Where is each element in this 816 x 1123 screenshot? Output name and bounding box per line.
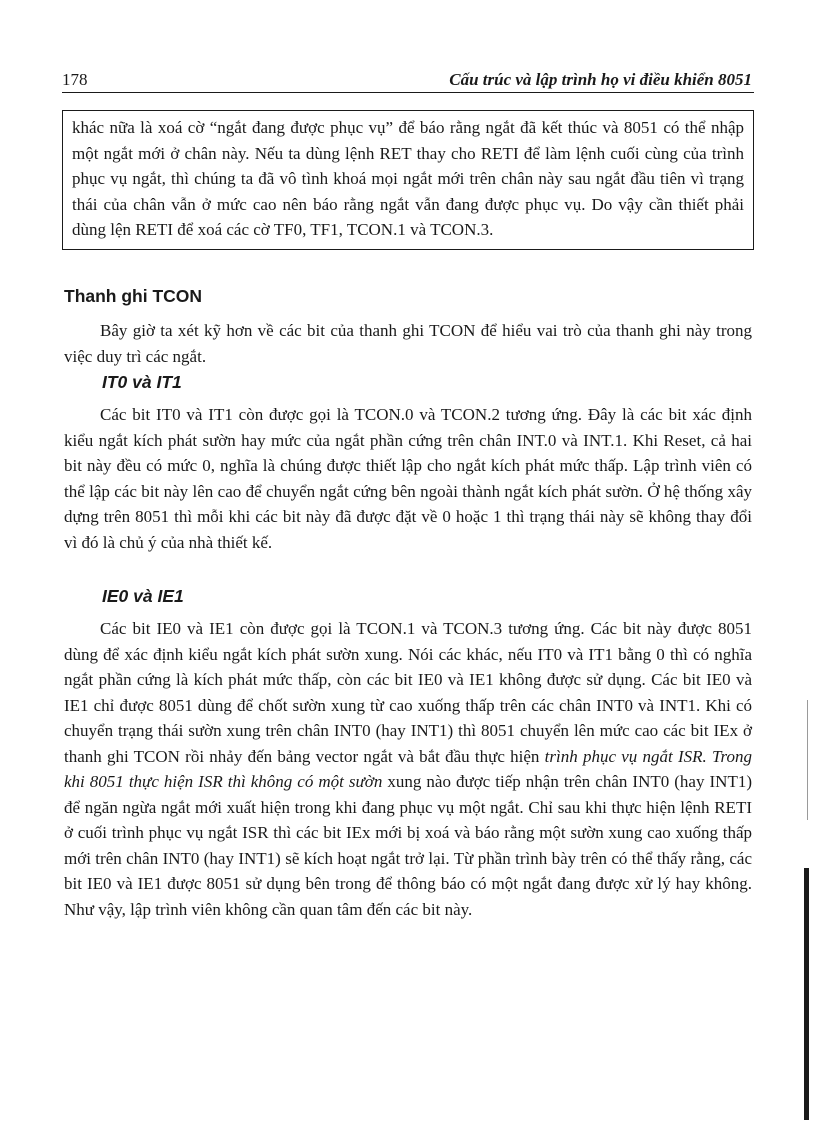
paragraph-ie0-ie1-part2: xung nào được tiếp nhận trên chân INT0 (hay INT1) để ngăn ngừa ngắt mới xuất hiện trong khi đang phục vụ một ngắt. Chỉ sau khi thực hiện lệnh RETI ở cuối trình phục vụ ngắt ISR thì các bit IEx mới bị xoá và báo rằng một sườn xung cao xuống thấp mới trên chân INT0 (hay INT1) sẽ kích hoạt ngắt trở lại. Từ phần trình bày trên có thể thấy rằng, các bit IE0 và IE1 được 8051 sử dụng bên trong để thông báo có một ngắt đang được xử lý hay không. Như vậy, lập trình viên không cần quan tâm đến các bit này. bbox=[64, 772, 752, 919]
section-intro bbox=[64, 318, 752, 369]
note-box-text: khác nữa là xoá cờ “ngắt đang được phục vụ” để báo rằng ngắt đã kết thúc và 8051 có thể nhập một ngắt mới ở chân này. Nếu ta dùng lệnh RET thay cho RETI để làm lệnh cuối cùng của trình phục vụ ngắt, thì chúng ta đã vô tình khoá mọi ngắt mới trên chân này sau ngắt đầu tiên vì trạng thái của chân vẫn ở mức cao nên báo rằng ngắt vẫn đang được phục vụ. Do vậy cần thiết phải dùng lện RETI để xoá các cờ TF0, TF1, TCON.1 và TCON.3. bbox=[72, 118, 744, 239]
running-title: Cấu trúc và lập trình họ vi điều khiển 8051 bbox=[449, 70, 752, 89]
section-intro-text: Bây giờ ta xét kỹ hơn về các bit của thanh ghi TCON để hiểu vai trò của thanh ghi này trong việc duy trì các ngắt. bbox=[64, 321, 752, 366]
subsection-heading-ie0-ie1: IE0 và IE1 bbox=[102, 586, 184, 606]
subsection-heading-it0-it1: IT0 và IT1 bbox=[102, 372, 182, 392]
subsection-body-ie0-ie1 bbox=[64, 616, 752, 922]
paragraph-ie0-ie1-part1: Các bit IE0 và IE1 còn được gọi là TCON.1 và TCON.3 tương ứng. Các bit này được 8051 dùng để xác định kiểu ngắt kích phát sườn xung. Nói các khác, nếu IT0 và IT1 bằng 0 thì có nghĩa ngắt phần cứng là kích phát mức thấp, còn các bit IE0 và IE1 không được sử dụng. Các bit IE0 và IE1 chỉ được 8051 dùng để chốt sườn xung từ cao xuống thấp trên các chân INT0 và INT1. Khi có chuyển trạng thái sườn xung trên chân INT0 (hay INT1) thì 8051 chuyển lên mức cao các bit IEx ở thanh ghi TCON rồi nhảy đến bảng vector ngắt và bắt đầu thực hiện bbox=[64, 619, 752, 766]
subsection-body-it0-it1 bbox=[64, 402, 752, 555]
scan-edge-mark bbox=[807, 700, 808, 820]
section-heading: Thanh ghi TCON bbox=[64, 286, 203, 306]
page-number: 178 bbox=[62, 70, 88, 89]
paragraph-it0-it1: Các bit IT0 và IT1 còn được gọi là TCON.0 và TCON.2 tương ứng. Đây là các bit xác định kiểu ngắt kích phát sườn hay mức của ngắt phần cứng trên chân INT.0 và INT.1. Khi Reset, cả hai bit này đều có mức 0, nghĩa là chúng được thiết lập cho ngắt kích phát mức thấp. Lập trình viên có thể lập các bit này lên cao để chuyển ngắt cứng bên ngoài thành ngắt kích phát sườn. Ở hệ thống xây dựng trên 8051 thì mỗi khi các bit này đã được đặt về 0 hoặc 1 thì trạng thái này sẽ không thay đổi vì đó là chủ ý của nhà thiết kế. bbox=[64, 405, 752, 552]
page-header bbox=[62, 68, 754, 93]
note-box bbox=[62, 110, 754, 250]
paragraph-ie0-ie1-italic: trình phục vụ ngắt ISR. Trong khi 8051 thực hiện ISR thì không có một sườn bbox=[64, 746, 752, 791]
scan-edge-bar bbox=[804, 868, 809, 1120]
paragraph-ie0-ie1 bbox=[64, 616, 752, 922]
